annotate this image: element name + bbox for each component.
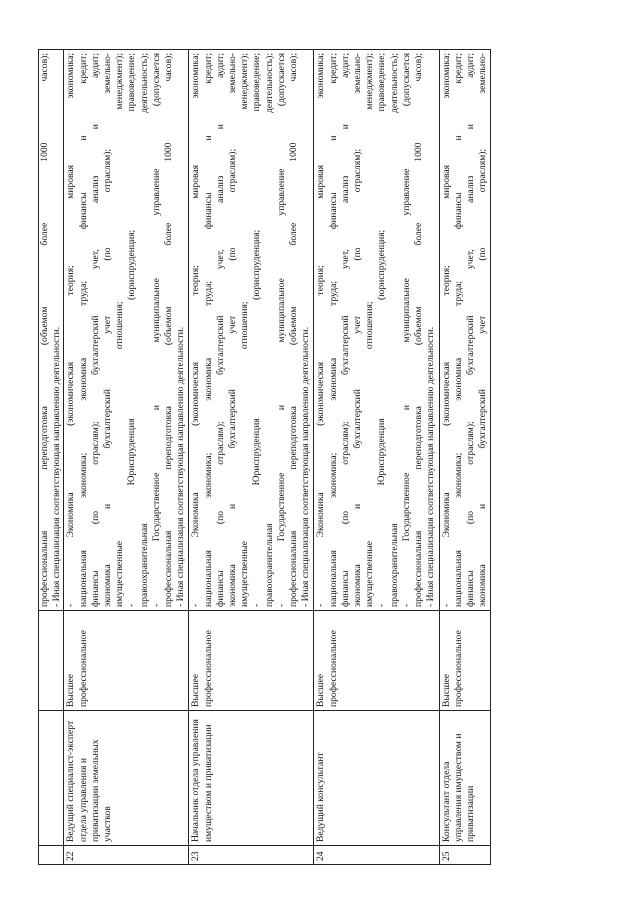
requirement-line: - Экономика (экономическая теория; мировая экономика;: [440, 53, 452, 607]
requirement-line: финансы (по отраслям); бухгалтерский учет, анализ и аудит;: [339, 53, 351, 607]
requirement-line: правоохранительная деятельность);: [138, 53, 150, 607]
continuation-requirements-cell: [39, 50, 64, 611]
position-title: Ведущий специалист-эксперт отдела управления и приватизации земельных участков: [64, 711, 189, 846]
requirement-line: национальная экономика; экономика труда; финансы и кредит;: [202, 53, 214, 607]
requirement-line: экономика и бухгалтерский учет (по отраслям); земельно-: [227, 53, 239, 607]
continuation-position-cell: [39, 711, 64, 846]
requirement-line: национальная экономика; экономика труда; финансы и кредит;: [452, 53, 464, 607]
requirement-line: - Экономика (экономическая теория; мировая экономика;: [315, 53, 327, 607]
requirement-line: - Юриспруденция (юриспруденция; правоведение;: [376, 53, 388, 607]
requirements-cell: [64, 50, 189, 611]
requirement-line: - Экономика (экономическая теория; мировая экономика;: [65, 53, 77, 607]
requirement-line: финансы (по отраслям); бухгалтерский учет, анализ и аудит;: [89, 53, 101, 607]
requirement-line: профессиональная переподготовка (объемом более 1000 часов);: [288, 53, 300, 607]
requirement-line: профессиональная переподготовка (объемом более 1000 часов);: [413, 53, 425, 607]
row-number: 23: [189, 846, 314, 865]
requirement-line: экономика и бухгалтерский учет (по отраслям); земельно-: [477, 53, 489, 607]
education-level: Высшее профессиональное: [189, 611, 314, 711]
row-number: 22: [64, 846, 189, 865]
requirement-line: имущественные отношения; менеджмент);: [239, 53, 251, 607]
requirement-line: экономика и бухгалтерский учет (по отраслям); земельно-: [352, 53, 364, 607]
requirement-line: правоохранительная деятельность);: [263, 53, 275, 607]
requirements-cell: [314, 50, 439, 611]
position-title: Консультант отдела управления имуществом и приватизации: [439, 711, 491, 846]
requirement-line: - Экономика (экономическая теория; мировая экономика;: [190, 53, 202, 607]
table-row: [314, 50, 439, 865]
row-number: 24: [314, 846, 439, 865]
continuation-level-cell: [39, 611, 64, 711]
position-title: Ведущий консультант: [314, 711, 439, 846]
table-row: [189, 50, 314, 865]
education-level: Высшее профессиональное: [314, 611, 439, 711]
table-row: [439, 50, 491, 865]
requirement-line: национальная экономика; экономика труда; финансы и кредит;: [327, 53, 339, 607]
continuation-num-cell: [39, 846, 64, 865]
requirement-line: финансы (по отраслям); бухгалтерский учет, анализ и аудит;: [464, 53, 476, 607]
row-number: 25: [439, 846, 491, 865]
requirement-line: - Юриспруденция (юриспруденция; правоведение;: [251, 53, 263, 607]
requirement-line: - Иная специализация соответствующая направлению деятельности.: [51, 326, 63, 607]
positions-table: [38, 49, 491, 865]
table-row: [64, 50, 189, 865]
continuation-row: [39, 50, 64, 865]
requirement-line: - Иная специализация соответствующая направлению деятельности.: [300, 326, 312, 607]
requirement-line: финансы (по отраслям); бухгалтерский учет, анализ и аудит;: [214, 53, 226, 607]
education-level: Высшее профессиональное: [439, 611, 491, 711]
requirement-line: - Государственное и муниципальное управление (допускается: [150, 53, 162, 607]
requirements-cell: [439, 50, 491, 611]
education-level: Высшее профессиональное: [64, 611, 189, 711]
requirement-line: национальная экономика; экономика труда; финансы и кредит;: [77, 53, 89, 607]
requirement-line: правоохранительная деятельность);: [388, 53, 400, 607]
requirement-line: имущественные отношения; менеджмент);: [114, 53, 126, 607]
requirement-line: - Юриспруденция (юриспруденция; правоведение;: [126, 53, 138, 607]
requirement-line: профессиональная переподготовка (объемом более 1000 часов);: [39, 53, 50, 607]
requirement-line: экономика и бухгалтерский учет (по отраслям); земельно-: [102, 53, 114, 607]
requirement-line: - Государственное и муниципальное управление (допускается: [275, 53, 287, 607]
requirement-line: - Иная специализация соответствующая направлению деятельности.: [175, 326, 187, 607]
positions-table-body: [39, 50, 491, 865]
requirement-line: профессиональная переподготовка (объемом более 1000 часов);: [163, 53, 175, 607]
requirement-line: - Иная специализация соответствующая направлению деятельности.: [425, 326, 437, 607]
requirement-line: - Государственное и муниципальное управление (допускается: [400, 53, 412, 607]
position-title: Начальник отдела управления имуществом и приватизации: [189, 711, 314, 846]
requirements-cell: [189, 50, 314, 611]
requirement-line: имущественные отношения; менеджмент);: [364, 53, 376, 607]
